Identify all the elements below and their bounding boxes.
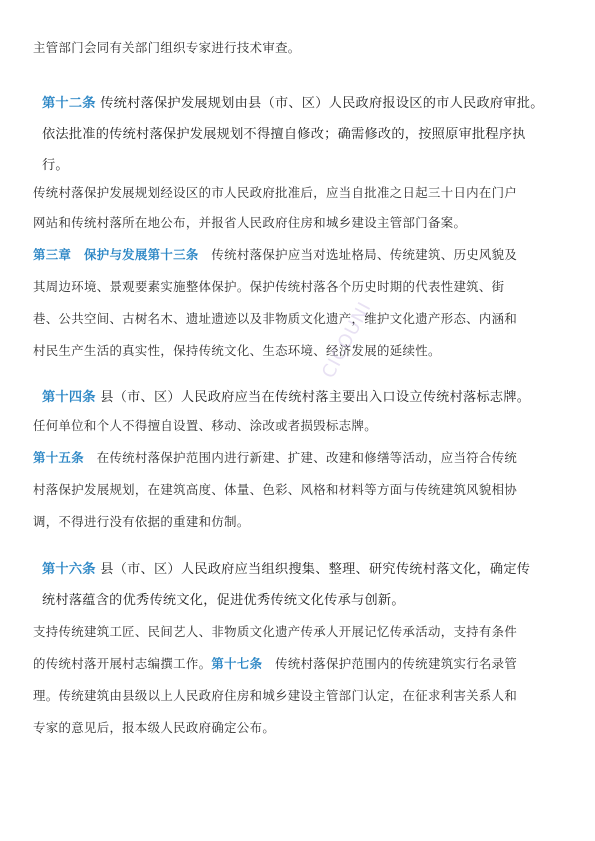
article-text: 县（市、区）人民政府应当在传统村落主要出入口设立传统村落标志牌。 (95, 390, 531, 405)
text-line: 巷、公共空间、古树名木、遗址遗迹以及非物质文化遗产，维护文化遗产形态、内涵和 (33, 311, 518, 326)
article-line (42, 92, 544, 111)
text-line: 网站和传统村落所在地公布，并报省人民政府住房和城乡建设主管部门备案。 (33, 215, 467, 230)
text-line: 专家的意见后，报本级人民政府确定公布。 (33, 720, 276, 735)
article-text: 传统村落保护发展规划由县（市、区）人民政府报设区的市人民政府审批。 (95, 96, 544, 111)
text-line: 理。传统建筑由县级以上人民政府住房和城乡建设主管部门认定，在征求利害关系人和 (33, 688, 518, 703)
text-line: 村落保护发展规划，在建筑高度、体量、色彩、风格和材料等方面与传统建筑风貌相协 (33, 482, 518, 497)
text-line: 传统村落保护发展规划经设区的市人民政府批准后，应当自批准之日起三十日内在门户 (33, 185, 518, 200)
text-line: 统村落蕴含的优秀传统文化，促进优秀传统文化传承与创新。 (42, 593, 405, 608)
text-line: 任何单位和个人不得擅自设置、移动、涂改或者损毁标志牌。 (33, 418, 377, 433)
article-heading: 第十六条 (42, 562, 96, 577)
article-line (42, 386, 530, 405)
article-line (33, 654, 517, 672)
text-line: 行。 (42, 158, 69, 173)
article-line (33, 245, 517, 263)
article-line (33, 448, 517, 466)
article-text: 传统村落保护应当对选址格局、传统建筑、历史风貌及 (198, 247, 518, 262)
text-line: 村民生产生活的真实性，保持传统文化、生态环境、经济发展的延续性。 (33, 343, 441, 358)
article-text: 传统村落保护范围内的传统建筑实行名录管 (262, 656, 518, 671)
article-text: 县（市、区）人民政府应当组织搜集、整理、研究传统村落文化，确定传 (95, 562, 531, 577)
text-line: 依法批准的传统村落保护发展规划不得擅自修改；确需修改的，按照原审批程序执 (42, 127, 526, 142)
article-heading: 第十七条 (211, 656, 263, 671)
text-line: 支持传统建筑工匠、民间艺人、非物质文化遗产传承人开展记忆传承活动，支持有条件 (33, 624, 518, 639)
chapter-heading: 第三章 保护与发展第十三条 (33, 247, 199, 262)
watermark: CICOUNI (318, 298, 376, 382)
article-line (42, 558, 530, 577)
article-heading: 第十二条 (42, 96, 96, 111)
article-heading: 第十五条 (33, 450, 84, 465)
text-line: 主管部门会同有关部门组织专家进行技术审查。 (33, 40, 301, 55)
article-text: 在传统村落保护范围内进行新建、扩建、改建和修缮等活动，应当符合传统 (83, 450, 518, 465)
text-line: 其周边环境、景观要素实施整体保护。保护传统村落各个历史时期的代表性建筑、街 (33, 279, 505, 294)
article-text: 的传统村落开展村志编撰工作。 (33, 656, 212, 671)
text-line: 调，不得进行没有依据的重建和仿制。 (33, 514, 250, 529)
article-heading: 第十四条 (42, 390, 96, 405)
